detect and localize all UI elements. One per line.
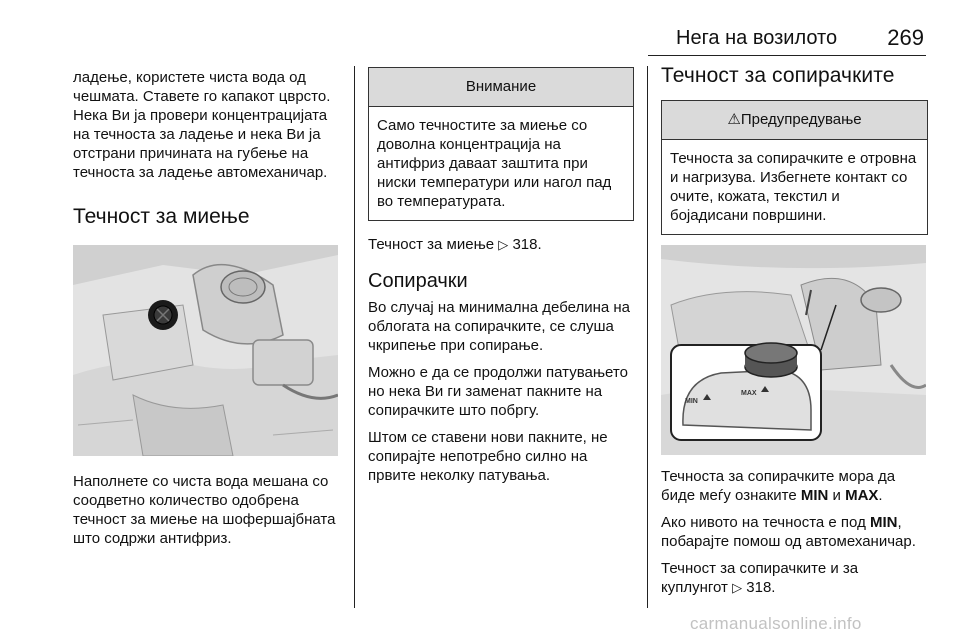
period-text: . <box>878 487 883 504</box>
low-level-paragraph <box>661 513 928 551</box>
level-text: Течноста за сопирачките мора да биде меѓу ознаките <box>661 468 896 504</box>
warning-box <box>661 100 928 235</box>
column-divider-right <box>647 66 648 608</box>
reference-text: Течност за миење <box>368 236 495 253</box>
page-header <box>648 22 926 56</box>
brake-fluid-heading: Течност за сопирачките <box>661 64 895 87</box>
reference-page: 318. <box>512 236 542 253</box>
header-title: Нега на возилото <box>676 27 838 49</box>
low-level-text: Ако нивото на течноста е под <box>661 514 870 531</box>
brakes-paragraph-1: Во случај на минимална дебелина на облогата на сопирачките, се слуша чкрипење при сопирање. <box>368 299 631 354</box>
min-mark-label: MIN <box>685 398 698 405</box>
page-reference-arrow-icon-2: ▷ <box>732 580 743 595</box>
min-label: MIN <box>800 487 829 504</box>
low-level-text-end: , побарајте помош од автомеханичар. <box>661 514 916 550</box>
washer-fluid-heading: Течност за миење <box>73 205 250 228</box>
intro-paragraph: ладење, користете чиста вода од чешмата. Ставете го капакот цврсто. Нека Ви ја провери концентрацијата на течноста за ладење и нека Ви ја отстрани причината на губење на течноста за ладење автомеханичар. <box>73 69 331 181</box>
column-3 <box>661 64 928 597</box>
warning-triangle-icon: ⚠ <box>727 111 741 128</box>
notice-title: Внимание <box>369 68 633 107</box>
conjunction-text: и <box>828 487 846 504</box>
column-2 <box>368 67 634 485</box>
warning-text: Течноста за сопирачките е отровна и нагризува. Избегнете контакт со очите, кожата, текстил и бојадисани површини. <box>670 150 917 224</box>
header-rule <box>648 55 926 56</box>
brake-clutch-fluid-reference <box>661 559 928 597</box>
brake-fluid-reservoir-photo <box>661 245 926 455</box>
brake-reservoir-illustration <box>661 245 926 455</box>
washer-reservoir-photo <box>73 245 338 456</box>
washer-reservoir-illustration <box>73 245 338 456</box>
column-divider-left <box>354 66 355 608</box>
page-number: 269 <box>887 25 924 50</box>
washer-fluid-paragraph: Наполнете со чиста вода мешана со соодветно количество одобрена течност за миење на шофершајбната што содржи антифриз. <box>73 473 336 547</box>
page-reference-arrow-icon: ▷ <box>498 237 509 252</box>
notice-box <box>368 67 634 221</box>
min-label-2: MIN <box>870 514 898 531</box>
notice-text: Само течностите за миење со доволна концентрација на антифриз даваат заштита при ниски температури или нагол пад во температурата. <box>377 117 612 210</box>
warning-title: Предупредување <box>740 111 862 128</box>
warning-header <box>662 101 927 140</box>
reference-page-2: 318. <box>746 579 776 596</box>
brake-fluid-level-paragraph <box>661 467 928 505</box>
reference-text-2: Течност за сопирачките и за куплунгот <box>661 560 859 596</box>
brakes-heading: Сопирачки <box>368 270 468 292</box>
watermark: carmanualsonline.info <box>690 614 862 633</box>
column-1 <box>73 68 341 548</box>
max-label: MAX <box>845 487 879 504</box>
washer-fluid-reference <box>368 235 634 254</box>
brakes-paragraph-2: Можно е да се продолжи патувањето но нека Ви ги заменат пакните на сопирачките што побргу. <box>368 364 628 419</box>
max-mark-label: MAX <box>741 390 757 397</box>
brakes-paragraph-3: Штом се ставени нови пакните, не сопирајте непотребно силно на првите неколку патувања. <box>368 429 608 484</box>
